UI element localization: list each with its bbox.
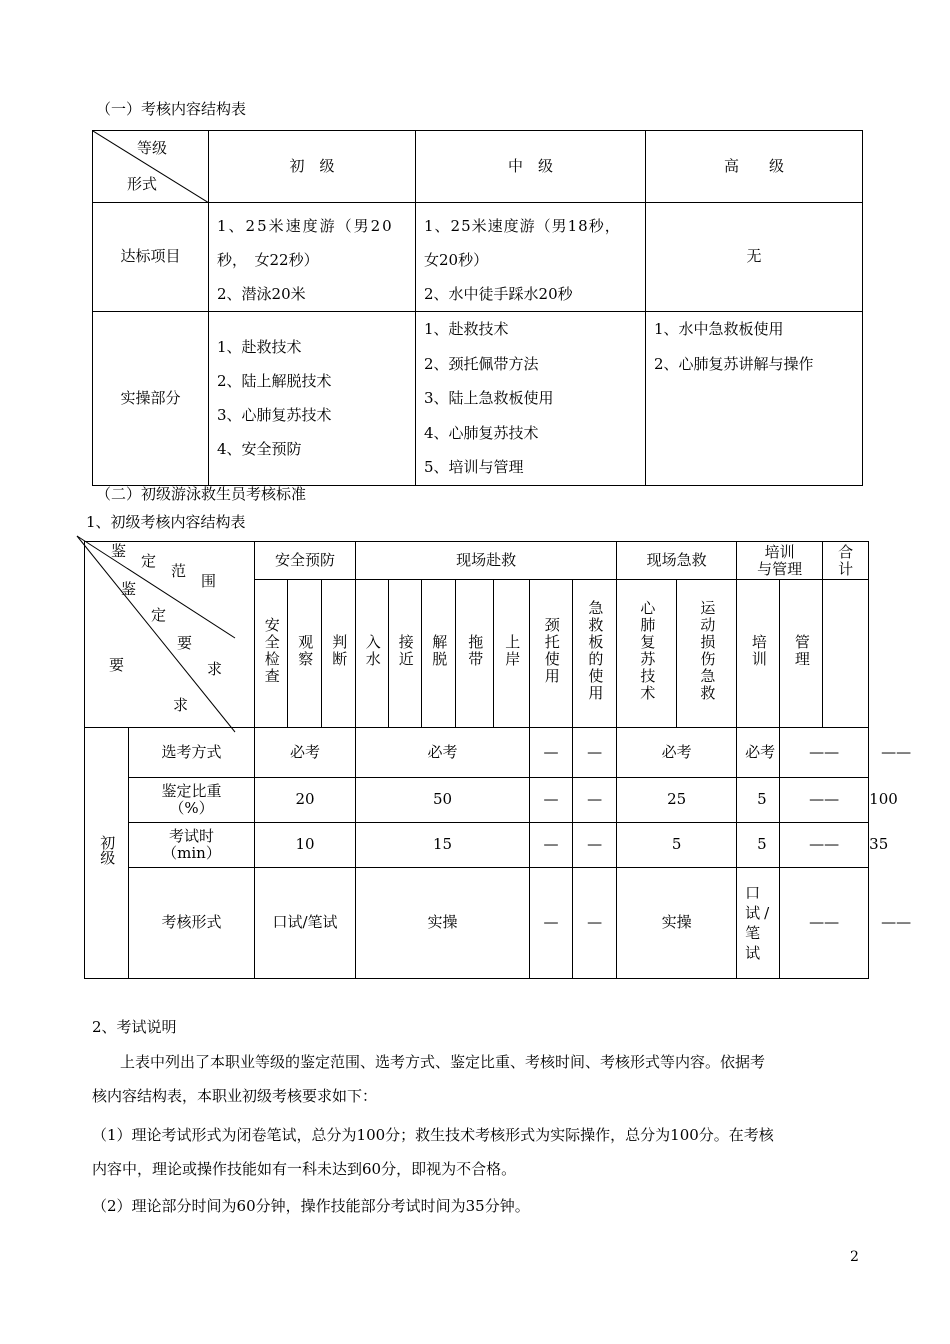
- text-line: 2、陆上解脱技术: [217, 372, 332, 391]
- corner-char: 定: [141, 552, 157, 570]
- text-line: （%）: [169, 799, 214, 817]
- sub-spine-board: [573, 580, 617, 728]
- text-line: 3、心肺复苏技术: [217, 406, 332, 425]
- sub-approach: [389, 580, 422, 728]
- vertical-text: 颈托使用: [542, 616, 561, 685]
- cell-train: ——: [780, 823, 869, 868]
- text-line: 2、颈托佩带方法: [424, 354, 539, 373]
- cell-neck: —: [530, 728, 573, 778]
- sub-judge: [322, 580, 356, 728]
- sub-safety-check: [255, 580, 288, 728]
- practical-middle-cell: [416, 312, 646, 486]
- vertical-text: 急救板的使用: [586, 599, 605, 702]
- text-line: 3、陆上急救板使用: [424, 389, 554, 407]
- text-line: 1、水中急救板使用: [654, 320, 784, 338]
- cell-safety: 口试/笔试: [255, 868, 356, 979]
- row-label: 考核形式: [129, 868, 255, 979]
- vertical-text: 上岸: [503, 633, 522, 668]
- level-label-cell: [85, 728, 129, 979]
- cell-rescue: 50: [356, 778, 530, 823]
- standard-senior-cell: 无: [646, 203, 863, 312]
- cell-train: ——: [780, 728, 869, 778]
- corner-header-cell: [93, 131, 209, 203]
- corner-char: 定: [151, 606, 167, 624]
- vertical-text: 拖带: [466, 633, 485, 668]
- vertical-text: 运动损伤急救: [698, 599, 717, 702]
- cell-injury: 5: [737, 823, 780, 868]
- standard-junior-cell: [209, 203, 416, 312]
- level-header-senior: 高 级: [646, 131, 863, 203]
- sub-release: [422, 580, 456, 728]
- vertical-text: 入水: [363, 633, 382, 668]
- cell-neck: —: [530, 868, 573, 979]
- cell-cpr: 实操: [617, 868, 737, 979]
- group-training: [737, 542, 823, 580]
- cell-injury: 5: [737, 778, 780, 823]
- text-line: 5、培训与管理: [424, 458, 524, 476]
- sub-training: [737, 580, 780, 728]
- text-line: 秒， 女22秒）: [217, 251, 319, 269]
- vertical-text: 初级: [98, 835, 117, 866]
- sub-cpr: [617, 580, 677, 728]
- cell-injury: 必考: [737, 728, 780, 778]
- cell-cpr: 5: [617, 823, 737, 868]
- text-line: 培训: [764, 542, 795, 561]
- level-header-middle: 中 级: [416, 131, 646, 203]
- sub-enter-water: [356, 580, 389, 728]
- group-rescue: 现场赴救: [356, 542, 617, 580]
- cell-rescue: 15: [356, 823, 530, 868]
- corner-char: 求: [173, 696, 189, 714]
- sub-injury-aid: [677, 580, 737, 728]
- cell-rescue: 必考: [356, 728, 530, 778]
- row-label: [129, 778, 255, 823]
- sub-management: [780, 580, 823, 728]
- text-line: 1、赴救技术: [217, 338, 302, 357]
- vertical-text: 安全检查: [262, 616, 281, 685]
- junior-assessment-table: [84, 541, 912, 979]
- row-label: 选考方式: [129, 728, 255, 778]
- vertical-text: 管理: [792, 633, 811, 668]
- cell-safety: 10: [255, 823, 356, 868]
- vertical-text: 判断: [330, 633, 349, 668]
- table-row: 考核形式 口试/笔试 实操 — — 实操 口试/笔试 —— ——: [85, 868, 869, 979]
- section2-subtitle: 1、初级考核内容结构表: [86, 513, 246, 531]
- cell-safety: 必考: [255, 728, 356, 778]
- text-line: 4、安全预防: [217, 440, 302, 459]
- corner-char: 求: [207, 660, 223, 678]
- text-line: 合: [838, 542, 854, 561]
- corner-char: 围: [201, 572, 217, 590]
- text-line: 4、心肺复苏技术: [424, 423, 539, 442]
- row-label: [129, 823, 255, 868]
- cell-train: ——: [780, 868, 869, 979]
- assessment-structure-table: [92, 130, 863, 486]
- text-line: 与管理: [757, 559, 803, 578]
- vertical-text: 心肺复苏技术: [638, 599, 657, 702]
- paragraph-line: 内容中，理论或操作技能如有一科未达到60分，即视为不合格。: [92, 1160, 517, 1178]
- sub-total-blank: [823, 580, 869, 728]
- section1-title: （一）考核内容结构表: [96, 100, 247, 118]
- cell-board: —: [573, 778, 617, 823]
- corner-char: 鉴: [111, 542, 127, 560]
- section3-title: 2、考试说明: [92, 1018, 177, 1036]
- corner-level-label: 等级: [137, 139, 168, 157]
- corner-char: 要: [109, 656, 125, 674]
- page-number: 2: [850, 1249, 859, 1265]
- corner-form-label: 形式: [127, 175, 158, 193]
- paragraph-line: （2）理论部分时间为60分钟，操作技能部分考试时间为35分钟。: [92, 1197, 530, 1215]
- paragraph-line: （1）理论考试形式为闭卷笔试，总分为100分；救生技术考核形式为实际操作，总分为100分。在考核: [92, 1126, 774, 1144]
- section2-title: （二）初级游泳救生员考核标准: [96, 485, 307, 503]
- vertical-text: 培训: [749, 633, 768, 668]
- cell-safety: 20: [255, 778, 356, 823]
- standard-middle-cell: [416, 203, 646, 312]
- practical-junior-cell: [209, 312, 416, 486]
- row-label-standard: 达标项目: [93, 203, 209, 312]
- cell-board: —: [573, 868, 617, 979]
- text-line: 考试时: [168, 827, 214, 845]
- paragraph-line: 上表中列出了本职业等级的鉴定范围、选考方式、鉴定比重、考核时间、考核形式等内容。依据考: [120, 1053, 766, 1071]
- cell-injury: 口试/笔试: [737, 868, 780, 979]
- vertical-text: 观察: [296, 633, 315, 668]
- sub-ashore: [494, 580, 530, 728]
- group-first-aid: 现场急救: [617, 542, 737, 580]
- level-header-junior: 初 级: [209, 131, 416, 203]
- paragraph-line: 核内容结构表，本职业初级考核要求如下：: [92, 1087, 378, 1105]
- text-line: 2、水中徒手踩水20秒: [424, 285, 573, 303]
- table-row: 鉴定比重 （%） 20 50 — — 25 5 —— 100: [85, 778, 869, 823]
- corner-header-cell: [85, 542, 255, 728]
- group-safety: 安全预防: [255, 542, 356, 580]
- cell-board: —: [573, 823, 617, 868]
- text-line: 女20秒）: [424, 251, 489, 269]
- vertical-text: 解脱: [430, 633, 449, 668]
- cell-cpr: 必考: [617, 728, 737, 778]
- text-line: 鉴定比重: [161, 782, 222, 800]
- cell-train: ——: [780, 778, 869, 823]
- corner-diagonals: [85, 542, 255, 730]
- cell-neck: —: [530, 778, 573, 823]
- sub-observe: [288, 580, 322, 728]
- text-line: 2、潜泳20米: [217, 285, 306, 303]
- group-total: [823, 542, 869, 580]
- text-line: 1、25米速度游（男20: [217, 217, 394, 235]
- sub-neck-brace: [530, 580, 573, 728]
- table-row: 初级 选考方式 必考 必考 — — 必考 必考 —— ——: [85, 728, 869, 778]
- cell-neck: —: [530, 823, 573, 868]
- cell-cpr: 25: [617, 778, 737, 823]
- practical-senior-cell: [646, 312, 863, 486]
- sub-tow: [456, 580, 494, 728]
- table-row: 考试时 （min） 10 15 — — 5 5 —— 35: [85, 823, 869, 868]
- corner-char: 要: [177, 634, 193, 652]
- vertical-text: 接近: [396, 633, 415, 668]
- cell-rescue: 实操: [356, 868, 530, 979]
- corner-char: 范: [171, 562, 187, 580]
- text-line: 计: [838, 559, 854, 578]
- text-line: 1、25米速度游（男18秒，: [424, 217, 621, 235]
- row-label-practical: 实操部分: [93, 312, 209, 486]
- corner-char: 鉴: [121, 580, 137, 598]
- text-line: 2、心肺复苏讲解与操作: [654, 354, 814, 373]
- text-line: 1、赴救技术: [424, 320, 509, 338]
- text-line: （min）: [162, 844, 221, 862]
- cell-board: —: [573, 728, 617, 778]
